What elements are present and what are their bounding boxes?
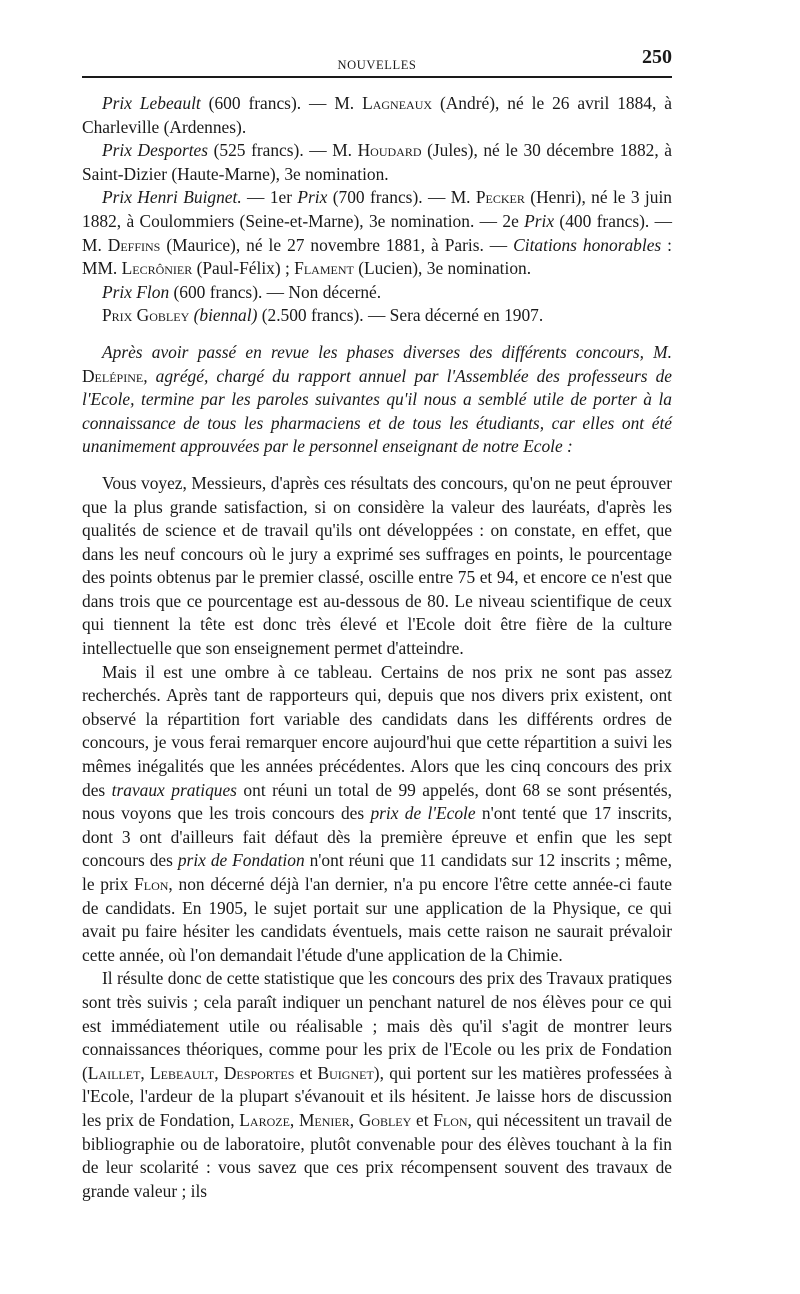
prize-entry-buignet: Prix Henri Buignet. — 1er Prix (700 francs). — M. Pecker (Henri), né le 3 juin 1882, à Coulommiers (Seine-et-Marne), 3e nomination. — 2e Prix (400 francs). — M. Deffins (Maurice), né le 27 novembre 1881, à Paris. — Citations honorables : MM. Lecrônier (Paul-Félix) ; Flament (Lucien), 3e nomination.	[82, 187, 672, 279]
speech-paragraph-3: Il résulte donc de cette statistique que les concours des prix des Travaux pratiques sont très suivis ; cela paraît indiquer un penchant naturel de nos élèves pour ce qui est immédiatement utile ou réalisable ; mais dès qu'il s'agit de montrer leurs connaissances théoriques, comme pour les prix de l'Ecole ou les prix de Fondation (Laillet, Lebeault, Desportes et Buignet), qui portent sur les matières professées à l'Ecole, l'ardeur de la plupart s'évanouit et ils hésitent. Je laisse hors de discussion les prix de Fondation, Laroze, Menier, Gobley et Flon, qui nécessitent un travail de bibliographie ou de laboratoire, plutôt convenable pour des élèves touchant à la fin de leur scolarité : vous savez que ces prix récompensent souvent des travaux de grande valeur ; ils	[82, 968, 673, 1201]
prize-name: Prix Flon	[102, 281, 170, 302]
speaker-name: Delépine	[82, 365, 144, 386]
page-number: 250	[642, 46, 672, 68]
speech-paragraph-1: Vous voyez, Messieurs, d'après ces résultats des concours, qu'on ne peut éprouver que la plus grande satisfaction, si on considère la valeur des lauréats, d'après les qualités de science et de travail qu'ils ont développées : on constate, en effet, que dans les neuf concours où le jury a exprimé ses suffrages en points, le pourcentage des points obtenus par le premier classé, oscille entre 75 et 94, et encore ce n'est que dans trois que ce pourcentage est au-dessous de 80. Le niveau scientifique de ceux qui tiennent la tête est donc très élevé et l'Ecole doit être fière de la culture intellectuelle que son enseignement permet d'atteindre.	[82, 472, 672, 659]
laureate-surname: Lecrônier	[121, 258, 193, 279]
prize-name: Prix Desportes	[102, 140, 209, 161]
laureate-surname: Deffins	[107, 234, 161, 255]
editorial-intro: Après avoir passé en revue les phases diverses des différents concours, M. Delépine, agrégé, chargé du rapport annuel par l'Assemblée des professeurs de l'Ecole, termine par les paroles suivantes qu'il nous a semblé utile de porter à la connaissance de tous les pharmaciens et de tous les étudiants, car elles ont été unanimement approuvées par le personnel enseignant de notre Ecole :	[82, 341, 672, 457]
prize-entry-flon: Prix Flon (600 francs). — Non décerné.	[102, 281, 382, 302]
prize-entry-lebeault: Prix Lebeault (600 francs). — M. Lagneaux (André), né le 26 avril 1884, à Charleville (Ardennes).	[82, 93, 672, 137]
speech-paragraph-2: Mais il est une ombre à ce tableau. Certains de nos prix ne sont pas assez recherchés. Après tant de rapporteurs qui, depuis que nos divers prix existent, ont observé la répartition fort variable des candidats dans les différents ordres de concours, je vous ferai remarquer encore aujourd'hui que cette répartition a suivi les mêmes inégalités que les années précédentes. Alors que les cinq concours des prix des travaux pratiques ont réuni un total de 99 appelés, dont 68 se sont présentés, nous voyons que les trois concours des prix de l'Ecole n'ont tenté que 17 inscrits, dont 3 ont d'ailleurs fait défaut dès la première épreuve et enfin que les sept concours des prix de Fondation n'ont réuni que 11 candidats sur 12 inscrits ; même, le prix Flon, non décerné déjà l'an dernier, n'a pu encore l'être cette année-ci faute de candidats. En 1905, le sujet portait sur une application de la Physique, ce qui avait pu faire hésiter les candidats éventuels, mais cette raison ne saurait prévaloir cette année, où l'on demandait l'étude d'une application de la Chimie.	[82, 661, 673, 965]
page-header	[82, 46, 672, 78]
prize-name: Prix Gobley	[102, 305, 190, 326]
laureate-surname: Pecker	[475, 187, 525, 208]
prize-name: Prix Lebeault	[102, 93, 201, 113]
citations-label: Citations honorables	[513, 234, 662, 255]
running-title: NOUVELLES	[337, 58, 417, 72]
prize-entry-gobley: Prix Gobley (biennal) (2.500 francs). — Sera décerné en 1907.	[102, 305, 544, 326]
laureate-surname: Flament	[294, 258, 354, 279]
laureate-surname: Lagneaux	[362, 93, 433, 113]
prize-entry-desportes: Prix Desportes (525 francs). — M. Houdard (Jules), né le 30 décembre 1882, à Saint-Dizier (Haute-Marne), 3e nomination.	[82, 140, 673, 184]
prize-name: Prix Henri Buignet.	[102, 187, 242, 208]
laureate-surname: Houdard	[357, 140, 422, 161]
page-body	[82, 92, 672, 1203]
